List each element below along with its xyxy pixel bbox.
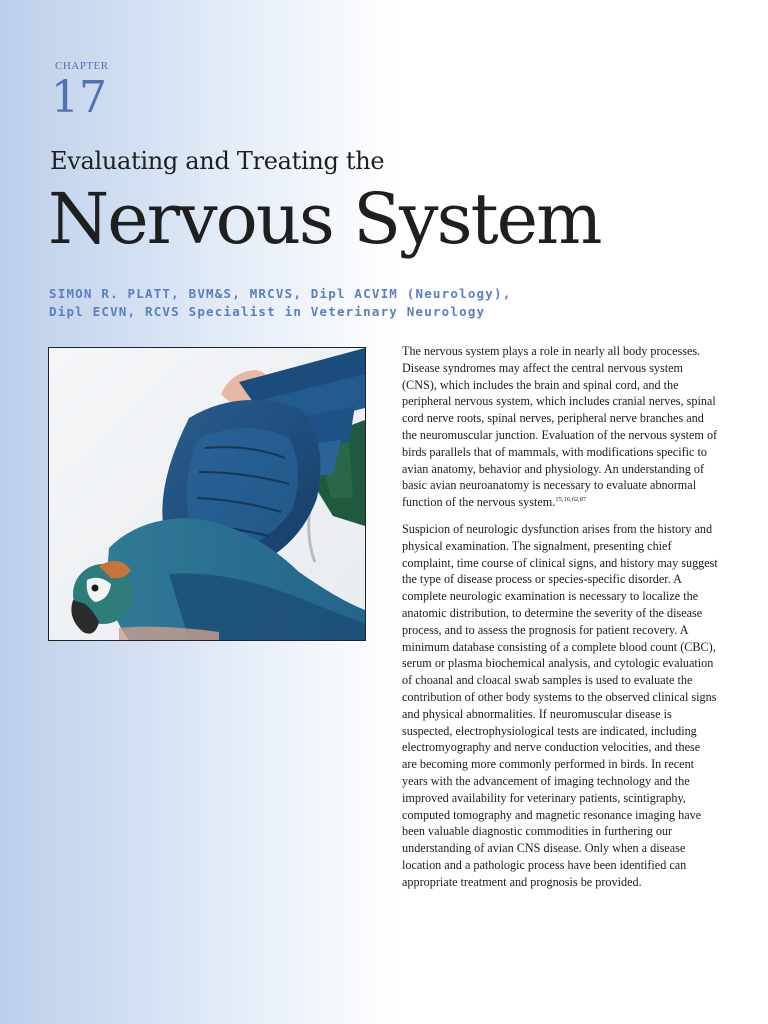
paragraph-1 bbox=[402, 343, 718, 511]
author-credits bbox=[49, 285, 649, 321]
paragraph-2: Suspicion of neurologic dysfunction arises from the history and physical examination. The signalment, presenting chief complaint, time course of clinical signs, and history may suggest the type of disease process or species-specific disorder. A complete neurologic examination is necessary to localize the anatomic distribution, to determine the severity of the disease process, and to assess the prognosis for patient recovery. A minimum database consisting of a complete blood count (CBC), serum or plasma biochemical analysis, and cytologic evaluation of choanal and cloacal swab samples is used to evaluate the contribution of other body systems to the observed clinical signs and physical abnormalities. If neuromuscular disease is suspected, electrophysiological tests are indicated, including electromyography and nerve conduction velocities, and these are becoming more commonly performed in birds. In recent years with the advancement of imaging technology and the improved availability for veterinary patients, scintigraphy, computed tomography and magnetic resonance imaging have been valuable diagnostic commodities in furthering our understanding of avian CNS disease. Only when a disease location and a pathologic process have been identified can appropriate treatment and prognosis be provided. bbox=[402, 521, 718, 889]
paragraph-1-text: The nervous system plays a role in nearly all body processes. Disease syndromes may affect the central nervous system (CNS), which includes the brain and spinal cord, and the peripheral nervous system, which includes cranial nerves, spinal cord nerve roots, spinal nerves, peripheral nerve branches and the neuromuscular junction. Evaluation of the nervous system of birds parallels that of mammals, with modifications specific to avian anatomy, behavior and physiology. An understanding of basic avian neuroanatomy is necessary to evaluate abnormal function of the nervous system. bbox=[402, 344, 718, 510]
author-line-1: SIMON R. PLATT, BVM&S, MRCVS, Dipl ACVIM (Neurology), bbox=[49, 286, 512, 301]
reference-superscript: 15,16,62,87 bbox=[555, 496, 587, 504]
chapter-number: 17 bbox=[51, 72, 107, 123]
macaw-photo-illustration bbox=[49, 348, 365, 640]
macaw-figure bbox=[48, 347, 366, 641]
chapter-title-line1: Evaluating and Treating the bbox=[50, 147, 385, 175]
chapter-label: CHAPTER bbox=[55, 60, 109, 72]
body-text bbox=[402, 343, 718, 901]
author-line-2: Dipl ECVN, RCVS Specialist in Veterinary Neurology bbox=[49, 304, 486, 319]
chapter-title-line2: Nervous System bbox=[48, 178, 601, 260]
